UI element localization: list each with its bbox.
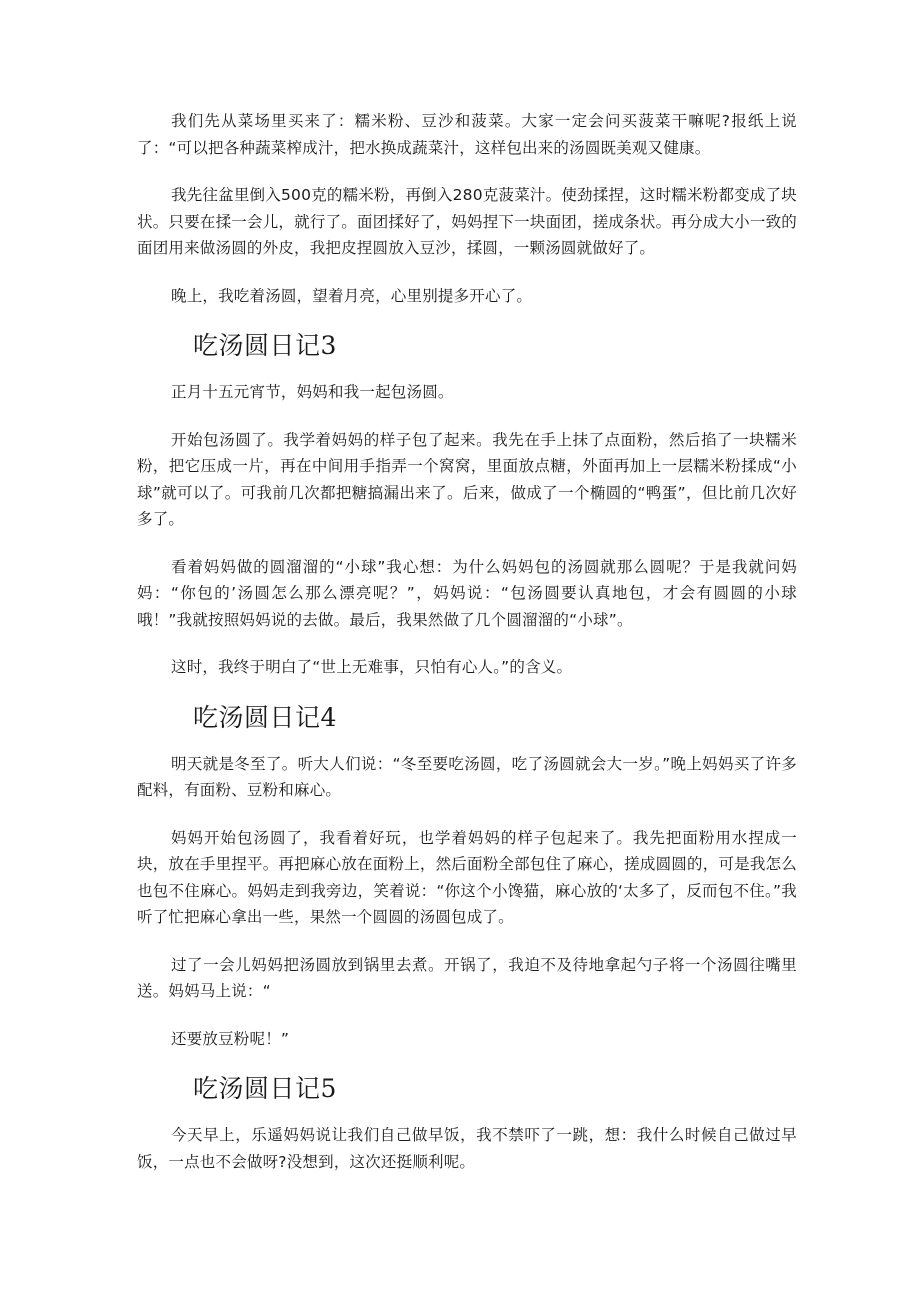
paragraph: 今天早上，乐遥妈妈说让我们自己做早饭，我不禁吓了一跳，想：我什么时候自己做过早饭，一点也不会做呀?没想到，这次还挺顺利呢。	[137, 1126, 797, 1171]
paragraph: 还要放豆粉呢！”	[171, 1029, 290, 1048]
paragraph: 我先往盆里倒入500克的糯米粉，再倒入280克菠菜汁。使劲揉捏，这时糯米粉都变成了块状。只要在揉一会儿，就行了。面团揉好了，妈妈捏下一块面团，搓成条状。再分成大小一致的面团用来做汤圆的外皮，我把皮捏圆放入豆沙，揉圆，一颗汤圆就做好了。	[137, 186, 797, 257]
section-4-title: 吃汤圆日记4	[193, 702, 337, 732]
paragraph: 妈妈开始包汤圆了，我看着好玩，也学着妈妈的样子包起来了。我先把面粉用水捏成一块，放在手里捏平。再把麻心放在面粉上，然后面粉全部包住了麻心，搓成圆圆的，可是我怎么也包不住麻心。妈妈走到我旁边，笑着说：“你这个小馋猫，麻心放的‘太多了，反而包不住。”我听了忙把麻心拿出一些，果然一个圆圆的汤圆包成了。	[137, 828, 797, 926]
paragraph: 晚上，我吃着汤圆，望着月亮，心里别提多开心了。	[171, 286, 533, 305]
paragraph: 明天就是冬至了。听大人们说：“冬至要吃汤圆，吃了汤圆就会大一岁。”晚上妈妈买了许多配料，有面粉、豆粉和麻心。	[137, 754, 797, 799]
section-4	[137, 702, 797, 1053]
section-5	[137, 1073, 797, 1175]
paragraph: 正月十五元宵节，妈妈和我一起包汤圆。	[171, 383, 454, 401]
section-5-title: 吃汤圆日记5	[193, 1074, 337, 1103]
section-3	[137, 330, 797, 681]
section-2-continued	[137, 108, 797, 309]
paragraph: 这时，我终于明白了“世上无难事，只怕有心人。”的含义。	[171, 658, 573, 676]
paragraph: 过了一会儿妈妈把汤圆放到锅里去煮。开锅了，我迫不及待地拿起勺子将一个汤圆往嘴里送。妈妈马上说：“	[137, 955, 797, 1000]
paragraph: 我们先从菜场里买来了：糯米粉、豆沙和菠菜。大家一定会问买菠菜干嘛呢?报纸上说了：“可以把各种蔬菜榨成汁，把水换成蔬菜汁，这样包出来的汤圆既美观又健康。	[137, 112, 797, 157]
paragraph: 看着妈妈做的圆溜溜的“小球”我心想：为什么妈妈包的汤圆就那么圆呢？于是我就问妈妈：“你包的’汤圆怎么那么漂亮呢？”，妈妈说：“包汤圆要认真地包，才会有圆圆的小球哦！”我就按照妈妈说的去做。最后，我果然做了几个圆溜溜的“小球”。	[137, 557, 797, 629]
section-3-title: 吃汤圆日记3	[193, 331, 337, 360]
paragraph: 开始包汤圆了。我学着妈妈的样子包了起来。我先在手上抹了点面粉，然后掐了一块糯米粉，把它压成一片，再在中间用手指弄一个窝窝，里面放点糖，外面再加上一层糯米粉揉成“小球”就可以了。可我前几次都把糖搞漏出来了。后来，做成了一个椭圆的“鸭蛋”，但比前几次好多了。	[137, 430, 797, 528]
document-body	[137, 108, 797, 1196]
